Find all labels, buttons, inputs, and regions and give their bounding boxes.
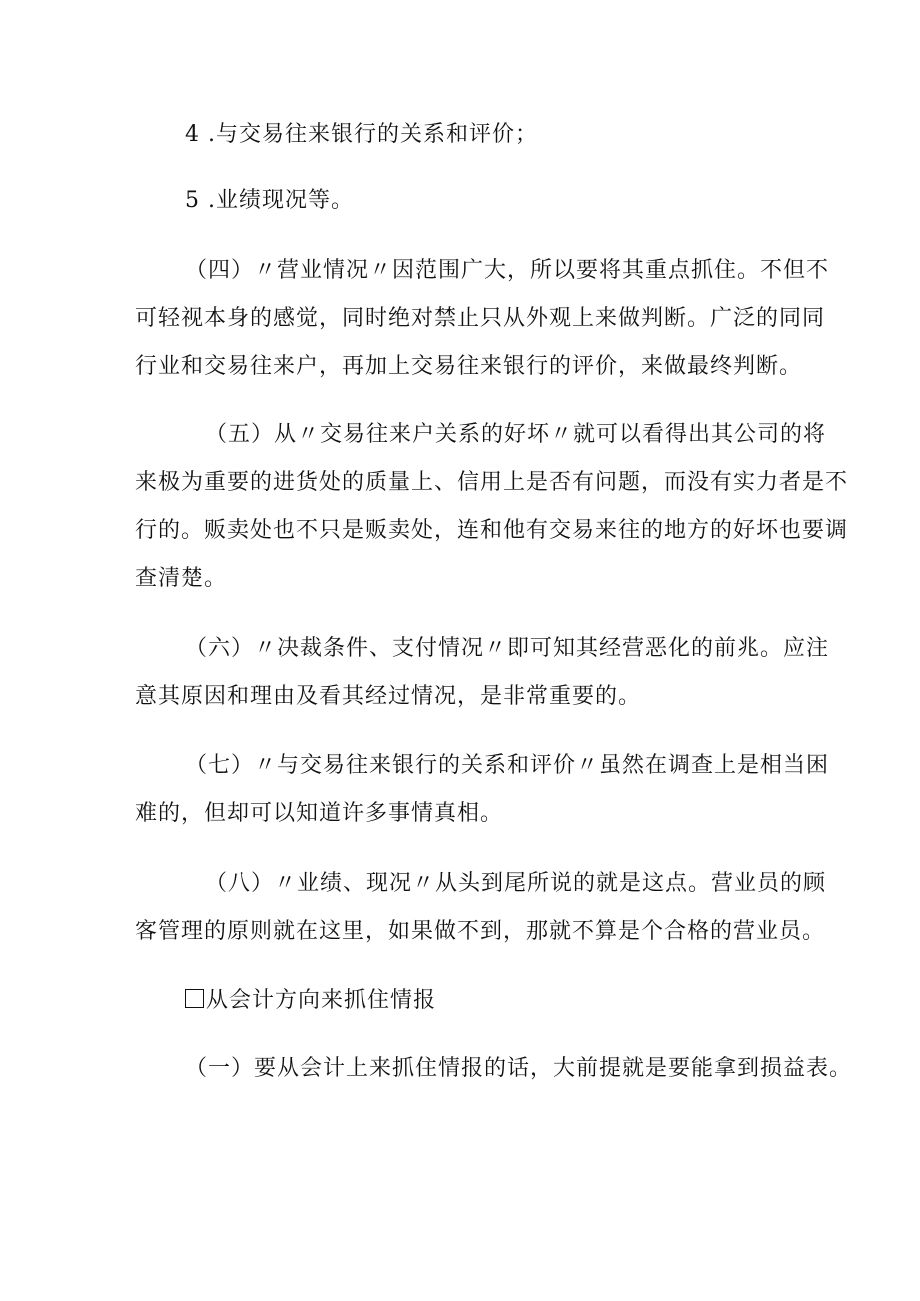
- paragraph-line: 行业和交易往来户，再加上交易往来银行的评价，来做最终判断。: [135, 354, 803, 379]
- list-item-4: 4 .与交易往来银行的关系和评价；: [185, 122, 538, 147]
- paragraph-line: （八）〃业绩、现况〃从头到尾所说的就是这点。营业员的顾: [205, 871, 827, 896]
- section-heading-text: 从会计方向来抓住情报: [206, 988, 437, 1013]
- paragraph-line: 查清楚。: [135, 566, 228, 591]
- checkbox-square-icon: [185, 989, 204, 1008]
- paragraph-line: （六）〃决裁条件、支付情况〃即可知其经营恶化的前兆。应注: [185, 636, 830, 661]
- list-item-5: 5 .业绩现况等。: [185, 188, 354, 213]
- paragraph-line: 客管理的原则就在这里，如果做不到，那就不算是个合格的营业员。: [135, 919, 826, 944]
- final-paragraph: （一）要从会计上来抓住情报的话，大前提就是要能拿到损益表。: [185, 1056, 853, 1081]
- section-heading: [185, 986, 436, 1016]
- paragraph-line: 难的，但却可以知道许多事情真相。: [135, 801, 504, 826]
- paragraph-line: （七）〃与交易往来银行的关系和评价〃虽然在调查上是相当困: [185, 753, 830, 778]
- paragraph-line: 意其原因和理由及看其经过情况，是非常重要的。: [135, 684, 642, 709]
- paragraph-line: 行的。贩卖处也不只是贩卖处，连和他有交易来往的地方的好坏也要调: [135, 518, 849, 543]
- paragraph-line: （四）〃营业情况〃因范围广大，所以要将其重点抓住。不但不: [185, 258, 830, 283]
- paragraph-line: 来极为重要的进货处的质量上、信用上是否有问题，而没有实力者是不: [135, 470, 849, 495]
- paragraph-line: 可轻视本身的感觉，同时绝对禁止只从外观上来做判断。广泛的同同: [135, 306, 826, 331]
- paragraph-line: （五）从〃交易往来户关系的好坏〃就可以看得出其公司的将: [205, 422, 827, 447]
